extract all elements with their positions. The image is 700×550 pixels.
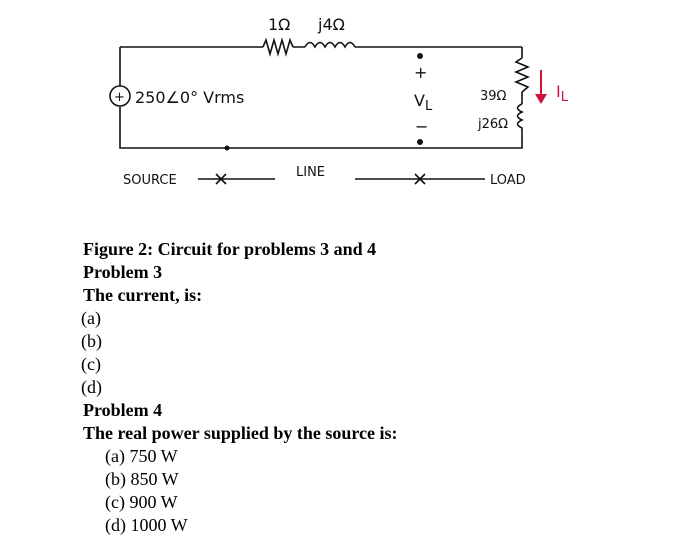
problem-3-option-b: (b)	[81, 331, 102, 351]
problem-4-title: Problem 4	[83, 400, 163, 420]
terminal-plus-label: +	[414, 63, 428, 82]
problem-4-option-d: (d) 1000 W	[105, 515, 188, 535]
line-inductor	[305, 43, 355, 48]
load-section-label: LOAD	[490, 173, 526, 188]
source-voltage-label: 250∠0° Vrms	[135, 88, 245, 107]
problem-4-option-a: (a) 750 W	[105, 446, 178, 466]
problem-4-question: The real power supplied by the source is:	[83, 423, 398, 443]
line-resistance-label: 1Ω	[268, 15, 291, 34]
problem-3-question: The current, is:	[83, 285, 203, 305]
problem-text	[83, 238, 683, 537]
load-resistance-label: 39Ω	[480, 89, 507, 104]
source-section-label: SOURCE	[123, 173, 177, 188]
circuit-diagram	[0, 0, 700, 240]
problem-4-option-b: (b) 850 W	[105, 469, 179, 489]
problem-3-option-a: (a)	[81, 308, 101, 328]
source-plus-sign: +	[114, 90, 125, 105]
top-wire	[120, 47, 522, 58]
load-reactance-label: j26Ω	[478, 117, 509, 132]
load-voltage-label: $V_L$	[414, 91, 433, 114]
problem-3-option-c: (c)	[81, 354, 101, 374]
problem-3-option-d: (d)	[81, 377, 102, 397]
line-resistor	[263, 40, 293, 54]
terminal-bottom	[417, 139, 423, 145]
load-resistor	[516, 58, 528, 92]
figure-caption: Figure 2: Circuit for problems 3 and 4	[83, 239, 377, 259]
current-arrow-head	[535, 94, 547, 104]
line-section-label: LINE	[296, 165, 326, 180]
terminal-minus-label: −	[415, 117, 429, 136]
load-inductor	[518, 104, 523, 135]
load-current-label: $I_L$	[556, 82, 568, 105]
terminal-top	[417, 53, 423, 59]
line-reactance-label: j4Ω	[318, 15, 345, 34]
problem-4-option-c: (c) 900 W	[105, 492, 178, 512]
problem-3-title: Problem 3	[83, 262, 163, 282]
source-node-dot	[225, 146, 230, 151]
